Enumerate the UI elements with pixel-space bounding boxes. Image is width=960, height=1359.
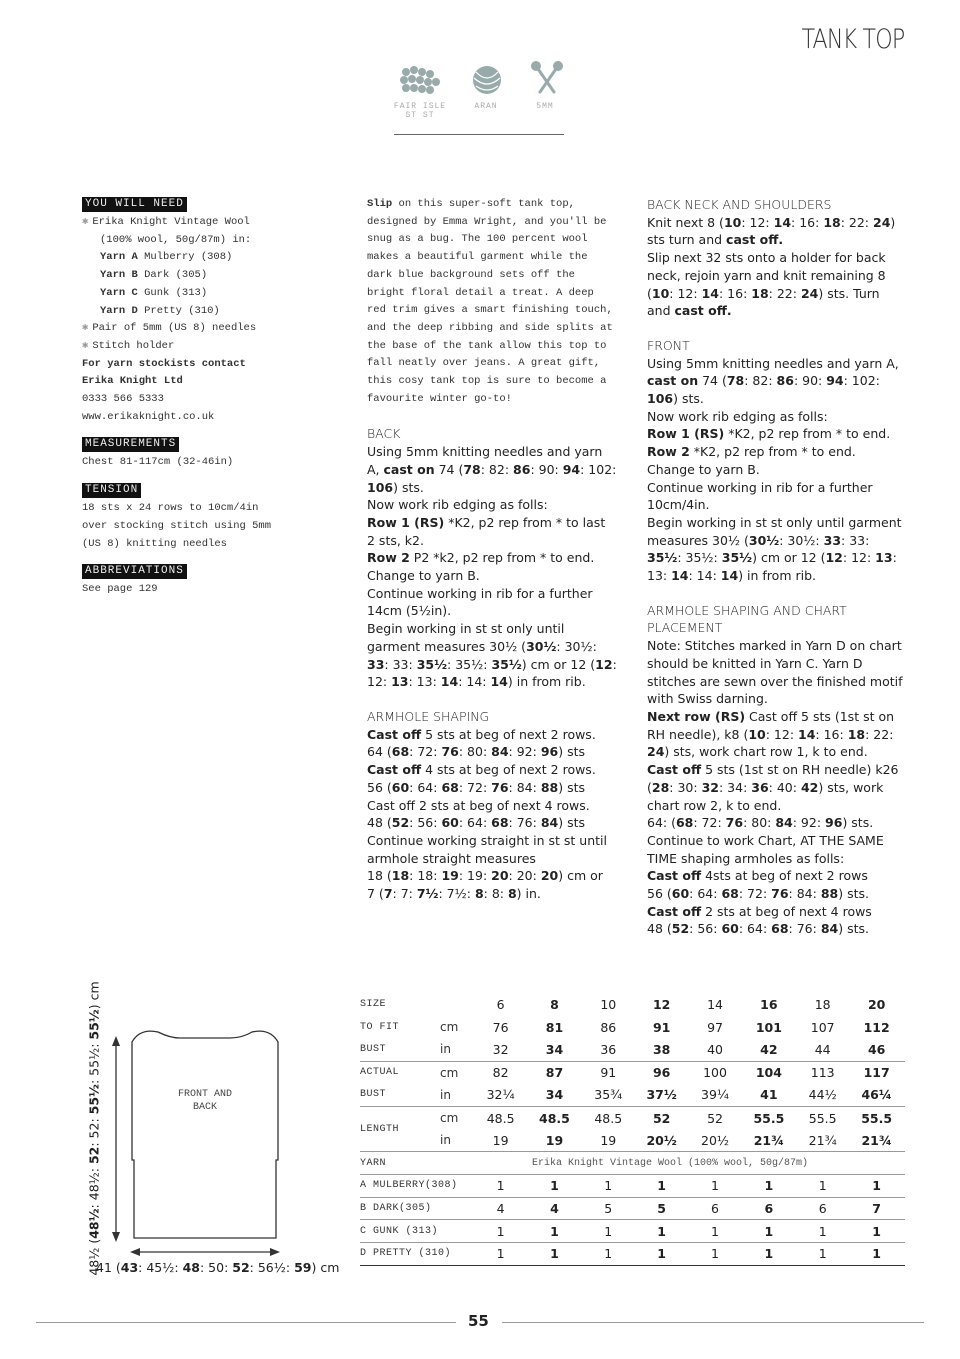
needles-icon: [530, 60, 564, 96]
yarn-label: YARN: [360, 1152, 435, 1175]
yarn-key: Yarn A: [100, 251, 138, 264]
size-cell: 18: [814, 996, 831, 1012]
unit-label: in: [440, 1042, 451, 1057]
continue-chart: Continue to work Chart, AT THE SAME TIME shaping armholes as folls:: [647, 832, 884, 866]
yarn-row-label: D PRETTY (310): [360, 1243, 475, 1266]
actual-label: BUST: [360, 1089, 387, 1101]
back-row-1: Row 1 (RS) *K2, p2 rep from * to last 2 sts, k2.: [367, 514, 606, 548]
back-row-2: Row 2 P2 *k2, p2 rep from * to end.: [367, 550, 595, 566]
armhole-line: Cast off 5 sts at beg of next 2 rows.: [367, 726, 596, 742]
stockists-name: Erika Knight Ltd: [82, 375, 183, 388]
stockists-phone: 0333 566 5333: [82, 393, 164, 406]
table-row: TO FIT cm 76 81 86 91 97 101 107 112: [360, 1016, 905, 1039]
stitch-count: 56 (60: 64: 68: 72: 76: 84: 88) sts.: [647, 886, 869, 902]
back-neck-p2: Slip next 32 sts onto a holder for back neck, rejoin yarn and knit remaining 8 (10: 12: 14: 16: 18: 22: 24) sts. Turn and cast off.: [647, 250, 886, 319]
diagram-label: BACK: [192, 1102, 217, 1113]
icons-divider: [394, 134, 564, 135]
table-row: A MULBERRY(308) 1 1 1 1 1 1 1 1: [360, 1175, 905, 1198]
table-row: in 19 19 19 20½ 20½ 21¾ 21¾ 21¾: [360, 1129, 905, 1152]
armhole-line: 18 (18: 18: 19: 19: 20: 20: 20) cm or: [367, 868, 603, 884]
yarn-row-label: B DARK(305): [360, 1197, 475, 1220]
asterisk-icon: ✱: [82, 216, 89, 228]
table-row: BUST in 32 34 36 38 40 42 44 46: [360, 1038, 905, 1061]
back-neck-heading: BACK NECK AND SHOULDERS: [647, 197, 832, 212]
fair-isle-sublabel: ST ST: [405, 111, 435, 120]
yarn-brand: Erika Knight Vintage Wool: [92, 216, 250, 228]
back-change-yarn: Change to yarn B.: [367, 568, 480, 584]
back-neck-p1: Knit next 8 (10: 12: 14: 16: 18: 22: 24) sts turn and cast off.: [647, 214, 896, 248]
stitch-holder: Stitch holder: [92, 339, 175, 352]
stitch-count: 64: (68: 72: 76: 80: 84: 92: 96) sts.: [647, 815, 874, 831]
table-row: [360, 1152, 905, 1175]
front-change-yarn: Change to yarn B.: [647, 461, 760, 477]
armhole-line: Continue working straight in st st until armhole straight measures: [367, 832, 607, 866]
unit-label: in: [440, 1133, 451, 1148]
footer-rule: [502, 1322, 924, 1323]
page-number: 55: [468, 1312, 489, 1330]
cast-off-4: Cast off 4sts at beg of next 2 rows: [647, 868, 868, 884]
yarn-key: Yarn C: [100, 286, 138, 299]
aran-label: ARAN: [474, 102, 498, 111]
tension-line: (US 8) knitting needles: [82, 537, 227, 550]
size-cell: 12: [652, 996, 671, 1012]
footer-rule: [36, 1322, 456, 1323]
front-cast-on: Using 5mm knitting needles and yarn A, cast on 74 (78: 82: 86: 90: 94: 102: 106) sts.: [647, 355, 899, 407]
armhole-heading: ARMHOLE SHAPING: [367, 708, 490, 724]
length-label: LENGTH: [360, 1106, 435, 1151]
height-measurement: 48½ (48½: 48½: 52: 52: 55½: 55½: 55½) cm: [86, 981, 102, 1276]
abbreviations-heading: ABBREVIATIONS: [82, 564, 187, 579]
yarn-desc: (100% wool, 50g/87m) in:: [100, 233, 252, 246]
yarn-name: Dark (305): [144, 269, 208, 282]
size-cell: 8: [550, 996, 559, 1012]
size-cell: 20: [867, 996, 886, 1012]
yarn-row-label: A MULBERRY(308): [360, 1175, 475, 1198]
armhole-line: Cast off 2 sts at beg of next 4 rows.: [367, 797, 590, 813]
abbreviations-text: See page 129: [82, 583, 158, 596]
size-cell: 10: [600, 996, 617, 1012]
to-fit-label: BUST: [360, 1043, 387, 1055]
stitch-count: 48 (52: 56: 60: 64: 68: 76: 84) sts.: [647, 921, 869, 937]
cast-off-2: Cast off 2 sts at beg of next 4 rows: [647, 903, 872, 919]
asterisk-icon: ✱: [82, 322, 89, 335]
back-st-st: Begin working in st st only until garment measures 30½ (30½: 30½: 33: 33: 35½: 35½: 35½) cm or 12 (12: 12: 13: 13: 14: 14: 14) in from rib.: [367, 621, 617, 690]
armhole-chart-heading: ARMHOLE SHAPING AND CHART PLACEMENT: [647, 602, 847, 636]
front-st-st: Begin working in st st only until garment measures 30½ (30½: 30½: 33: 33: 35½: 35½: 35½) cm or 12 (12: 12: 13: 13: 14: 14: 14) in from rib.: [647, 514, 902, 584]
middle-column: [367, 196, 617, 903]
pattern-icons: [390, 60, 570, 140]
yarn-name: Pretty (310): [144, 304, 220, 317]
measurements-text: Chest 81-117cm (32-46in): [82, 456, 234, 469]
size-cell: 14: [707, 996, 723, 1012]
garment-shape: [80, 980, 340, 1280]
actual-label: ACTUAL: [360, 1061, 435, 1084]
you-will-need-heading: YOU WILL NEED: [82, 197, 187, 212]
back-rib-intro: Now work rib edging as folls:: [367, 497, 548, 513]
needles: Pair of 5mm (US 8) needles: [92, 322, 257, 335]
intro-paragraph: [367, 196, 617, 408]
yarn-name: Gunk (313): [144, 286, 208, 299]
garment-diagram: [80, 980, 340, 1280]
fair-isle-icon: [398, 64, 442, 96]
tension-line: over stocking stitch using 5mm: [82, 519, 272, 532]
tension-line: 18 sts x 24 rows to 10cm/4in: [82, 502, 259, 515]
diagram-label: FRONT AND: [177, 1089, 232, 1100]
tension-heading: TENSION: [82, 483, 141, 498]
intro-lead: Slip: [367, 198, 393, 210]
size-label: SIZE: [360, 998, 387, 1010]
fair-isle-label: FAIR ISLE: [393, 102, 447, 111]
front-heading: FRONT: [647, 337, 690, 353]
armhole-line: 7 (7: 7: 7½: 7½: 8: 8: 8) in.: [367, 886, 541, 902]
armhole-line: 64 (68: 72: 76: 80: 84: 92: 96) sts: [367, 744, 586, 760]
table-row: LENGTH cm 48.5 48.5 48.5 52 52 55.5 55.5 55.5: [360, 1106, 905, 1129]
unit-label: cm: [440, 1020, 459, 1035]
front-row-2: Row 2 *K2, p2 rep from * to end.: [647, 444, 856, 460]
unit-label: in: [440, 1087, 451, 1102]
yarn-ball-icon: [470, 64, 504, 96]
table-row: ACTUAL cm 82 87 91 96 100 104 113 117: [360, 1061, 905, 1084]
table-row: BUST in 32¼ 34 35¾ 37½ 39¼ 41 44½ 46¼: [360, 1084, 905, 1107]
yarn-name: Mulberry (308): [144, 251, 233, 264]
front-rib-intro: Now work rib edging as folls:: [647, 408, 828, 424]
yarn-row-label: C GUNK (313): [360, 1220, 475, 1243]
back-cast-on: Using 5mm knitting needles and yarn A, cast on 74 (78: 82: 86: 90: 94: 102: 106) sts.: [367, 444, 617, 495]
measurements-heading: MEASUREMENTS: [82, 437, 179, 452]
table-row: C GUNK (313) 1 1 1 1 1 1 1 1: [360, 1220, 905, 1243]
needle-size-label: 5MM: [536, 102, 554, 111]
intro-text: on this super-soft tank top, designed by Emma Wright, and you'll be snug as a bug. The 100 percent wool makes a beautiful garment while the dark blue background sets off the bright floral detail a treat. A deep red trim gives a smart finishing touch, and the deep ribbing and side splits at the base of the tank allow this top to fall neatly over jeans. A great gift, this cosy tank top is sure to become a favourite winter go-to!: [367, 198, 613, 405]
page-title: TANK TOP: [801, 24, 904, 55]
unit-label: cm: [435, 1106, 475, 1129]
yarn-key: Yarn D: [100, 304, 138, 317]
size-table: [360, 993, 905, 1266]
table-row: D PRETTY (310) 1 1 1 1 1 1 1 1: [360, 1243, 905, 1266]
unit-label: cm: [435, 1061, 475, 1084]
chart-note: Note: Stitches marked in Yarn D on chart should be knitted in Yarn C. Yarn D stitches are sewn over the finished motif with Swiss darning.: [647, 638, 903, 707]
yarn-key: Yarn B: [100, 269, 138, 282]
next-row: Next row (RS) Cast off 5 sts (1st st on RH needle), k8 (10: 12: 14: 16: 18: 22: 24) sts, work chart row 1, k to end.: [647, 708, 895, 760]
armhole-line: Cast off 4 sts at beg of next 2 rows.: [367, 762, 596, 778]
right-column: [647, 196, 905, 938]
asterisk-icon: ✱: [82, 339, 89, 352]
stockists-line: For yarn stockists contact: [82, 357, 246, 370]
table-row: [360, 993, 905, 1016]
armhole-line: 56 (60: 64: 68: 72: 76: 84: 88) sts: [367, 779, 586, 795]
stockists-website: www.erikaknight.co.uk: [82, 410, 215, 423]
back-continue: Continue working in rib for a further 14cm (5½in).: [367, 585, 593, 619]
table-row: B DARK(305) 4 4 5 5 6 6 6 7: [360, 1197, 905, 1220]
width-measurement: 41 (43: 45½: 48: 50: 52: 56½: 59) cm: [96, 1260, 340, 1275]
cast-off-row: Cast off 5 sts (1st st on RH needle) k26 (28: 30: 32: 34: 36: 40: 42) sts, work chart row 2, k to end.: [647, 762, 899, 813]
yarn-text: Erika Knight Vintage Wool (100% wool, 50g/87m): [435, 1152, 905, 1175]
materials-column: [82, 196, 332, 609]
front-continue: Continue working in rib for a further 10cm/4in.: [647, 479, 873, 513]
size-cell: 6: [496, 996, 505, 1012]
front-row-1: Row 1 (RS) *K2, p2 rep from * to end.: [647, 426, 891, 442]
armhole-line: 48 (52: 56: 60: 64: 68: 76: 84) sts: [367, 815, 586, 831]
size-cell: 16: [760, 996, 778, 1012]
to-fit-label: TO FIT: [360, 1021, 400, 1033]
back-heading: BACK: [367, 426, 401, 442]
